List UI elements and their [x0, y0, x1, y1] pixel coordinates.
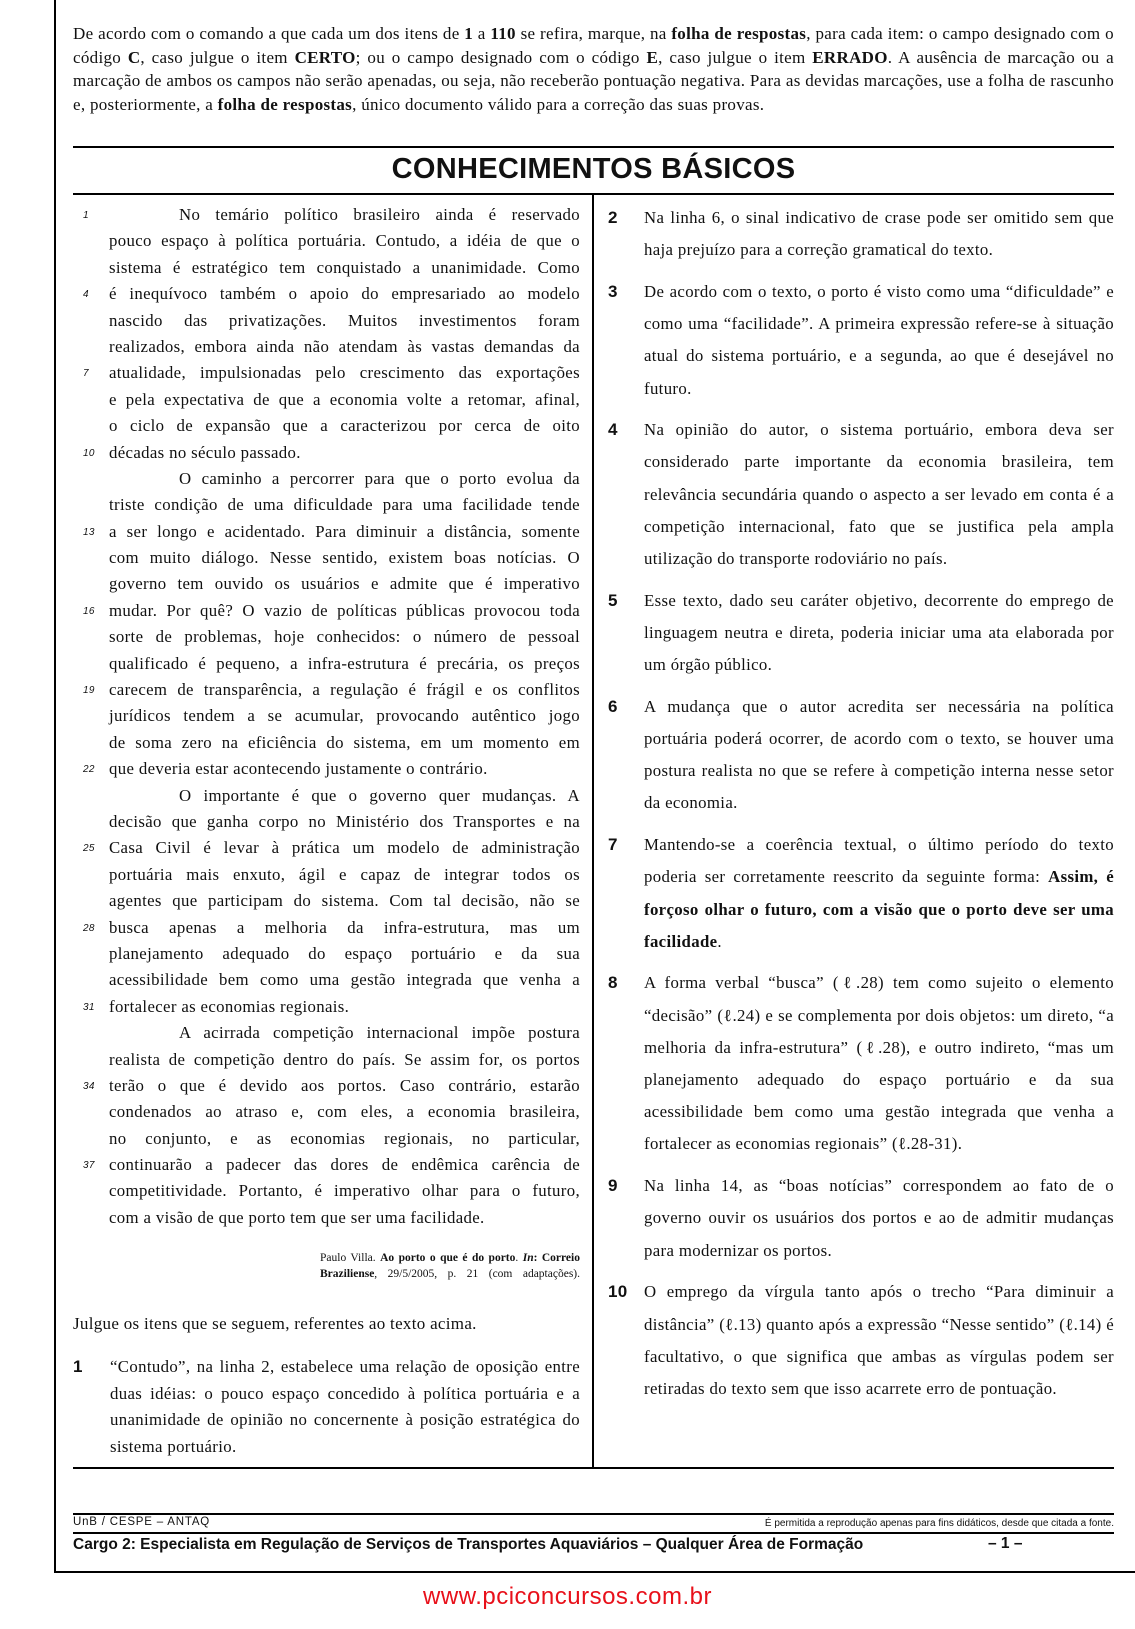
- line-text: planejamento adequado do espaço portuário e da sua: [109, 943, 580, 963]
- passage-line: [109, 466, 580, 492]
- passage-line: [109, 334, 580, 360]
- line-text: pouco espaço à política portuária. Contudo, a idéia de que o: [109, 231, 580, 251]
- passage-line: [109, 941, 580, 967]
- line-number: 34: [83, 1080, 95, 1092]
- line-text: atualidade, impulsionadas pelo crescimento das exportações: [109, 363, 580, 383]
- line-text: é inequívoco também o apoio do empresariado ao modelo: [109, 284, 580, 304]
- item-text: O emprego da vírgula tanto após o trecho “Para diminuir a distância” (ℓ.13) quanto após a expressão “Nesse sentido” (ℓ.14) é facultativo, o que significa que ambas as vírgulas podem ser retiradas do texto sem que isso acarrete erro de pontuação.: [644, 1282, 1114, 1398]
- passage-line: [109, 783, 580, 809]
- passage-line: [83, 202, 580, 228]
- divider: [73, 146, 1114, 148]
- citation: Paulo Villa. Ao porto o que é do porto. In: Correio Braziliense, 29/5/2005, p. 21 (com adaptações).: [320, 1252, 580, 1280]
- passage-line: [109, 413, 580, 439]
- line-text: a ser longo e acidentado. Para diminuir a distância, somente: [109, 521, 580, 541]
- line-number: 16: [83, 605, 95, 617]
- line-text: Casa Civil é levar à prática um modelo de administração: [109, 838, 580, 858]
- passage-line: [109, 571, 580, 597]
- passage-line: [83, 519, 580, 545]
- item-number: 9: [608, 1176, 618, 1196]
- passage-line: [83, 994, 580, 1020]
- question-item: [608, 276, 1114, 405]
- passage-line: [83, 835, 580, 861]
- question-item: [608, 414, 1114, 575]
- passage-line: [109, 730, 580, 756]
- line-number: 31: [83, 1001, 95, 1013]
- item-text: De acordo com o texto, o porto é visto como uma “dificuldade” e como uma “facilidade”. A primeira expressão refere-se à situação atual do sistema portuário, e a segunda, ao que é desejável no futuro.: [644, 281, 1114, 398]
- footer-cargo: Cargo 2: Especialista em Regulação de Serviços de Transportes Aquaviários – Qualquer Área de Formação: [73, 1536, 864, 1553]
- passage-line: [109, 387, 580, 413]
- line-text: décadas no século passado.: [109, 442, 301, 462]
- question-item: [608, 1170, 1114, 1267]
- item-number: 7: [608, 835, 618, 855]
- line-text: condenados ao atraso e, com eles, a economia brasileira,: [109, 1102, 580, 1122]
- line-text: sistema é estratégico tem conquistado a unanimidade. Como: [109, 257, 580, 277]
- passage-line: [109, 1020, 580, 1046]
- item-number: 3: [608, 281, 618, 301]
- line-text: carecem de transparência, a regulação é frágil e os conflitos: [109, 680, 580, 700]
- passage-line: [109, 1099, 580, 1125]
- instructions: De acordo com o comando a que cada um dos itens de 1 a 110 se refira, marque, na folha de respostas, para cada item: o campo designado com o código C, caso julgue o item CERTO; ou o campo designado com o código E, caso julgue o item ERRADO. A ausência de marcação ou a marcação de ambos os campos não serão apenadas, ou seja, não receberão pontuação negativa. Para as devidas marcações, use a folha de rascunho e, posteriormente, a folha de respostas, único documento válido para a correção das suas provas.: [73, 24, 1114, 114]
- line-number: 13: [83, 526, 95, 538]
- line-number: 10: [83, 447, 95, 459]
- item-text: Na opinião do autor, o sistema portuário, embora deva ser considerado parte importante da economia brasileira, tem relevância secundária quando o aspecto a ser levado em conta é a competição internacional, fato que se justifica pela ampla utilização do transporte rodoviário no país.: [644, 420, 1114, 569]
- passage-line: [83, 360, 580, 386]
- passage-line: [83, 915, 580, 941]
- passage-line: [109, 308, 580, 334]
- passage-line: [109, 545, 580, 571]
- item-text: Na linha 14, as “boas notícias” correspondem ao fato de o governo ouvir os usuários dos portos e ao de admitir mudanças para modernizar os portos.: [644, 1176, 1114, 1260]
- footer-notice: É permitida a reprodução apenas para fins didáticos, desde que citada a fonte.: [764, 1518, 1114, 1529]
- line-text: agentes que participam do sistema. Com tal decisão, não se: [109, 891, 580, 911]
- item-text: A mudança que o autor acredita ser necessária na política portuária poderá ocorrer, de acordo com o texto, se houver uma postura realista no que se refere à competição interna nesse setor da economia.: [644, 696, 1114, 813]
- line-text: acessibilidade bem como uma gestão integrada que venha a: [109, 970, 580, 990]
- question-item: [608, 585, 1114, 682]
- passage-line: [109, 967, 580, 993]
- questions-column: [608, 202, 1114, 1415]
- question-item: [608, 967, 1114, 1160]
- line-text: realizados, embora ainda não atendam às vastas demandas da: [109, 336, 580, 356]
- column-divider: [592, 194, 594, 1468]
- line-text: governo tem ouvido os usuários e admite que é imperativo: [109, 574, 580, 594]
- passage-line: [83, 281, 580, 307]
- passage-line: [109, 492, 580, 518]
- passage-line: [109, 862, 580, 888]
- line-text: com muito diálogo. Nesse sentido, existem boas notícias. O: [109, 548, 580, 568]
- passage-line: [83, 598, 580, 624]
- item-number: 8: [608, 973, 618, 993]
- line-text: continuarão a padecer das dores de endêmica carência de: [109, 1155, 580, 1175]
- section-title: CONHECIMENTOS BÁSICOS: [391, 153, 796, 185]
- line-text: realista de competição dentro do país. Se assim for, os portos: [109, 1049, 580, 1069]
- line-number: 22: [83, 764, 95, 776]
- item-text: Esse texto, dado seu caráter objetivo, decorrente do emprego de linguagem neutra e direta, poderia iniciar uma ata elaborada por um órgão público.: [644, 590, 1114, 675]
- item-number: 6: [608, 696, 618, 716]
- line-text: nascido das privatizações. Muitos investimentos foram: [109, 310, 580, 330]
- line-text: No temário político brasileiro ainda é reservado: [179, 205, 580, 224]
- footer-org: UnB / CESPE – ANTAQ: [73, 1516, 211, 1528]
- passage-line: [109, 255, 580, 281]
- passage-line: [109, 624, 580, 650]
- item-number: 1: [73, 1357, 83, 1376]
- watermark-link[interactable]: www.pciconcursos.com.br: [423, 1583, 712, 1610]
- line-text: fortalecer as economias regionais.: [109, 996, 350, 1016]
- item-number: 10: [608, 1282, 628, 1302]
- line-text: triste condição de uma dificuldade para uma facilidade tende: [109, 495, 580, 515]
- line-text: O caminho a percorrer para que o porto evolua da: [179, 468, 580, 488]
- line-text: terão o que é devido aos portos. Caso contrário, estarão: [109, 1075, 580, 1095]
- passage-line: [109, 1047, 580, 1073]
- line-text: jurídicos tendem a se acumular, provocando autêntico jogo: [109, 706, 580, 726]
- passage-line: [83, 1073, 580, 1099]
- line-text: o ciclo de expansão que a caracterizou por cerca de oito: [109, 416, 580, 436]
- passage-line: [109, 228, 580, 254]
- passage-line: [109, 888, 580, 914]
- line-number: 25: [83, 843, 95, 855]
- item-number: 4: [608, 420, 618, 440]
- line-number: 4: [83, 289, 89, 301]
- line-text: qualificado é pequeno, a infra-estrutura é precária, os preços: [109, 653, 580, 673]
- judge-instruction: Julgue os itens que se seguem, referentes ao texto acima.: [73, 1314, 477, 1333]
- line-number: 19: [83, 685, 95, 697]
- passage-line: [83, 677, 580, 703]
- passage-line: [109, 1205, 580, 1231]
- passage-line: [109, 809, 580, 835]
- line-text: sorte de problemas, hoje conhecidos: o número de pessoal: [109, 627, 580, 647]
- item-number: 5: [608, 590, 618, 610]
- line-text: A acirrada competição internacional impõe postura: [179, 1023, 580, 1043]
- line-number: 1: [83, 210, 89, 221]
- question-item: [608, 829, 1114, 958]
- line-text: competitividade. Portanto, é imperativo olhar para o futuro,: [109, 1181, 580, 1201]
- line-text: portuária mais enxuto, ágil e capaz de integrar todos os: [109, 864, 580, 884]
- divider: [73, 1532, 1114, 1534]
- line-number: 28: [83, 922, 95, 934]
- item-text: A forma verbal “busca” (ℓ.28) tem como sujeito o elemento “decisão” (ℓ.24) e se complementa por dois objetos: um direto, “a melhoria da infra-estrutura” (ℓ.28), e outro indireto, “mas um planejamento adequado do espaço portuário e da sua acessibilidade bem como uma gestão integrada que venha a fortalecer as economias regionais” (ℓ.28-31).: [644, 973, 1114, 1154]
- line-text: O importante é que o governo quer mudanças. A: [179, 785, 580, 805]
- line-number: 7: [83, 368, 89, 380]
- passage-line: [83, 1152, 580, 1178]
- page-number: – 1 –: [988, 1535, 1023, 1552]
- line-text: decisão que ganha corpo no Ministério dos Transportes e na: [109, 811, 580, 831]
- passage-line: [109, 651, 580, 677]
- line-text: de soma zero na eficiência do sistema, em um momento em: [109, 732, 580, 752]
- line-text: e pela expectativa de que a economia volte a retomar, afinal,: [109, 389, 580, 409]
- divider: [73, 1467, 1114, 1469]
- line-number: 37: [83, 1160, 95, 1172]
- line-text: no conjunto, e as economias regionais, no particular,: [109, 1128, 580, 1148]
- line-text: com a visão de que porto tem que ser uma facilidade.: [109, 1207, 485, 1227]
- reading-passage: [83, 202, 580, 1231]
- passage-line: [109, 1126, 580, 1152]
- question-item: [608, 202, 1114, 266]
- divider: [73, 1513, 1114, 1515]
- passage-line: [109, 1178, 580, 1204]
- line-text: que deveria estar acontecendo justamente o contrário.: [109, 759, 488, 779]
- item-number: 2: [608, 208, 618, 227]
- item-text: “Contudo”, na linha 2, estabelece uma relação de oposição entre duas idéias: o pouco espaço concedido à política portuária e a unanimidade de opinião no concernente à posição estratégica do sistema portuário.: [110, 1357, 580, 1456]
- line-text: busca apenas a melhoria da infra-estrutura, mas um: [109, 917, 580, 937]
- question-item: [73, 1354, 580, 1460]
- item-text: Na linha 6, o sinal indicativo de crase pode ser omitido sem que haja prejuízo para a correção gramatical do texto.: [644, 208, 1114, 260]
- passage-line: [109, 703, 580, 729]
- question-item: [608, 1276, 1114, 1405]
- line-text: mudar. Por quê? O vazio de políticas públicas provocou toda: [109, 600, 580, 620]
- passage-line: [83, 440, 580, 466]
- passage-line: [83, 756, 580, 782]
- item-text: Mantendo-se a coerência textual, o último período do texto poderia ser corretamente reescrito da seguinte forma: Assim, é forçoso olhar o futuro, com a visão que o porto deve ser uma facilidade.: [644, 835, 1114, 951]
- question-item: [608, 691, 1114, 820]
